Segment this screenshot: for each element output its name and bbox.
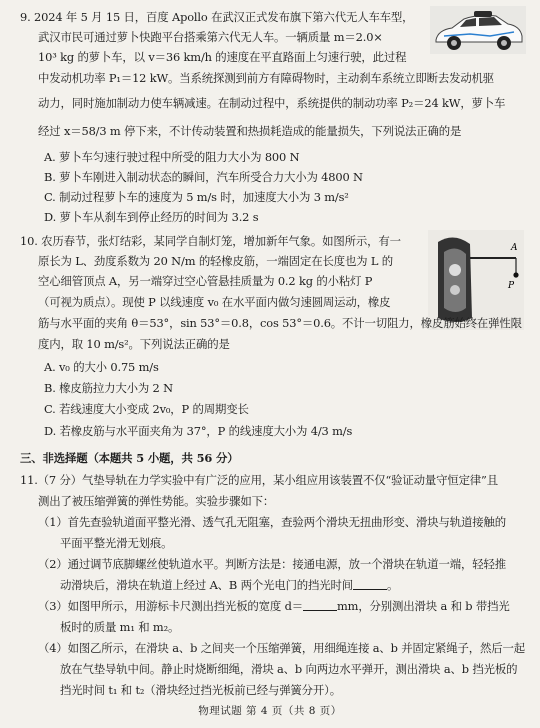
q9-option-a: A. 萝卜车匀速行驶过程中所受的阻力大小为 800 N (44, 150, 300, 164)
q11-line-1: 11.（7 分）气垫导轨在力学实验中有广泛的应用，某小组应用该装置不仅“验证动量守恒定律”且 (20, 473, 498, 487)
lantern-apparatus-figure (428, 230, 524, 330)
q9-line-5: 动力，同时施加制动力使车辆减速。在制动过程中，系统提供的制动功率 P₂＝24 kW，萝卜车 (38, 96, 506, 110)
q10-line-6: 度内，取 10 m/s²。下列说法正确的是 (38, 337, 230, 351)
q11-step-4b: 放在气垫导轨中间。静止时烧断细绳，滑块 a、b 向两边水平弹开，测出滑块 a、b 挡光板的 (60, 662, 518, 676)
q11-step-1a: （1）首先查验轨道面平整光滑、透气孔无阻塞，查验两个滑块无扭曲形变、滑块与轨道接触的 (38, 515, 506, 529)
q10-option-c: C. 若线速度大小变成 2v₀，P 的周期变长 (44, 402, 249, 416)
q10-line-3: 空心细管顶点 A，另一端穿过空心管悬挂质量为 0.2 kg 的小粘灯 P (38, 274, 373, 288)
section-3-heading: 三、非选择题（本题共 5 小题，共 56 分） (20, 451, 239, 465)
q11-step-3a-wrap (38, 599, 510, 613)
q11-step-2b: 动滑块后，滑块在轨道上经过 A、B 两个光电门的挡光时间 (60, 578, 354, 592)
q10-option-a: A. v₀ 的大小 0.75 m/s (44, 360, 159, 374)
q9-option-d: D. 萝卜车从刹车到停止经历的时间为 3.2 s (44, 210, 259, 224)
q11-step-4a: （4）如图乙所示，在滑块 a、b 之间夹一个压缩弹簧，用细绳连接 a、b 并固定紧绳子，然后一起 (38, 641, 525, 655)
answer-blank-3[interactable] (303, 600, 337, 611)
q9-option-b: B. 萝卜车刚进入制动状态的瞬间，汽车所受合力大小为 4800 N (44, 170, 363, 184)
q11-step-3b: 板时的质量 m₁ 和 m₂。 (60, 620, 180, 634)
robotaxi-car-image (430, 6, 526, 54)
label-p: P (508, 281, 515, 291)
q9-line-3: 10³ kg 的萝卜车，以 v＝36 km/h 的速度在平直路面上匀速行驶，此过程 (38, 50, 407, 64)
q10-option-d: D. 若橡皮筋与水平面夹角为 37°，P 的线速度大小为 4/3 m/s (44, 424, 353, 438)
q10-option-b: B. 橡皮筋拉力大小为 2 N (44, 381, 173, 395)
label-a: A (511, 243, 518, 253)
q10-line-5: 筋与水平面的夹角 θ＝53°，sin 53°＝0.8，cos 53°＝0.6。不计一切阻力，橡皮筋始终在弹性限 (38, 316, 522, 330)
q11-step-2b-wrap: 动滑块后，滑块在轨道上经过 A、B 两个光电门的挡光时间 。 (60, 578, 399, 592)
q9-line-1: 9. 2024 年 5 月 15 日，百度 Apollo 在武汉正式发布旗下第六代无人车车型， (20, 10, 414, 24)
q11-step-2a: （2）通过调节底脚螺丝使轨道水平。判断方法是：接通电源，放一个滑块在轨道一端，轻轻推 (38, 557, 506, 571)
q10-line-4: （可视为质点）。现使 P 以线速度 v₀ 在水平面内做匀速圆周运动，橡皮 (38, 295, 391, 309)
q9-line-6: 经过 x＝58/3 m 停下来，不计传动装置和热损耗造成的能量损失，下列说法正确的是 (38, 124, 462, 138)
q11-step-4c: 挡光时间 t₁ 和 t₂（滑块经过挡光板前已经与弹簧分开）。 (60, 683, 341, 697)
answer-blank-2[interactable] (353, 579, 387, 590)
q11-step-1b: 平面平整光滑无划痕。 (60, 536, 173, 550)
q9-line-4: 中发动机功率 P₁＝12 kW。当系统探测到前方有障碍物时，主动刹车系统立即断去发动机驱 (38, 71, 495, 85)
q11-line-2: 测出了被压缩弹簧的弹性势能。实验步骤如下： (38, 494, 275, 508)
q9-line-2: 武汉市民可通过萝卜快跑平台搭乘第六代无人车。一辆质量 m＝2.0× (38, 30, 383, 44)
q11-step-3a2: mm，分别测出滑块 a 和 b 带挡光 (337, 599, 510, 613)
q9-option-c: C. 制动过程萝卜车的速度为 5 m/s 时，加速度大小为 3 m/s² (44, 190, 349, 204)
q10-line-2: 原长为 L、劲度系数为 20 N/m 的轻橡皮筋，一端固定在长度也为 L 的 (38, 254, 394, 268)
q10-line-1: 10. 农历春节，张灯结彩，某同学自制灯笼，增加新年气象。如图所示，有一 (20, 234, 401, 248)
q11-step-3a: （3）如图甲所示，用游标卡尺测出挡光板的宽度 d＝ (38, 599, 304, 613)
page-footer: 物理试题 第 4 页（共 8 页） (198, 705, 342, 717)
